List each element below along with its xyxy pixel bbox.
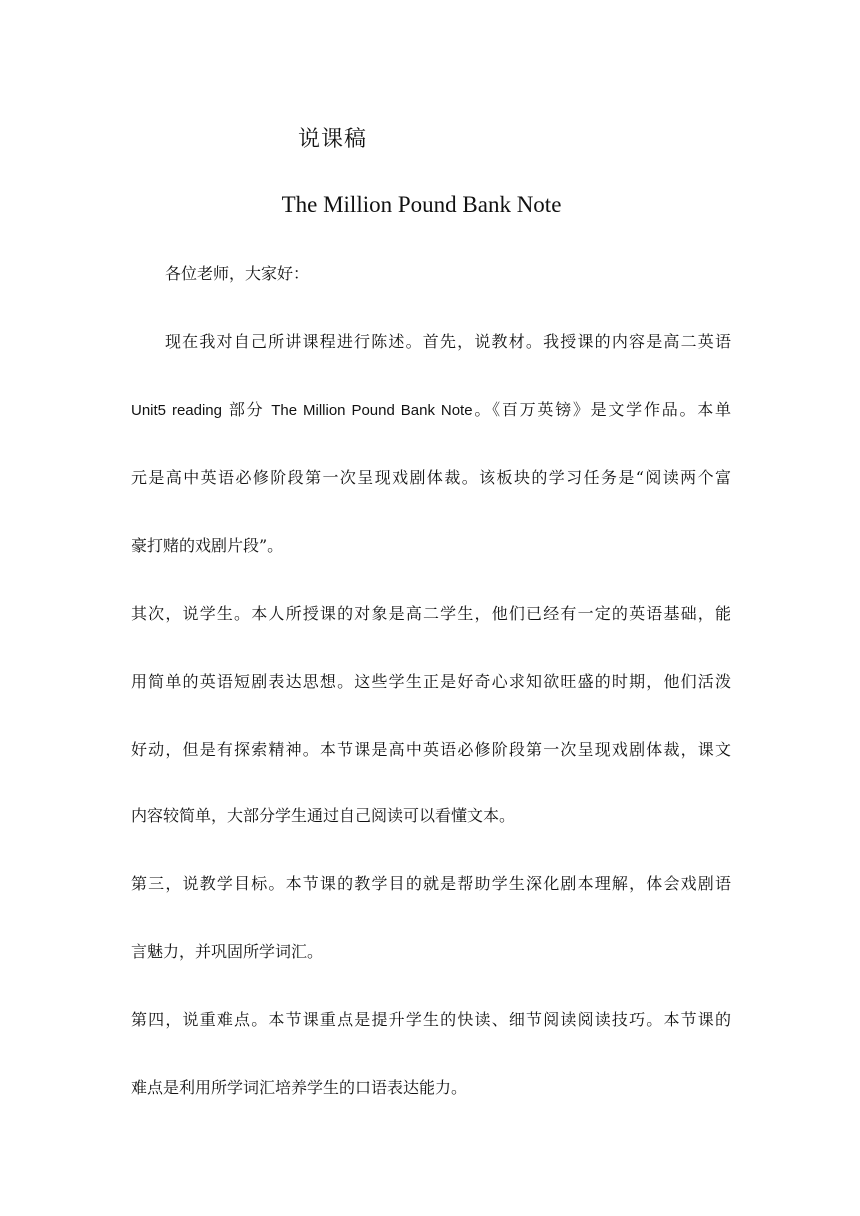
paragraph-1-line-3: 元是高中英语必修阶段第一次呈现戏剧体裁。该板块的学习任务是“阅读两个富 [131, 468, 731, 487]
paragraph-1-line-1: 现在我对自己所讲课程进行陈述。首先，说教材。我授课的内容是高二英语 [165, 332, 731, 351]
section-word-text: 部分 [222, 400, 272, 419]
paragraph-2-line-3: 好动，但是有探索精神。本节课是高中英语必修阶段第一次呈现戏剧体裁，课文 [131, 740, 731, 759]
paragraph-4-line-1: 第四，说重难点。本节课重点是提升学生的快读、细节阅读阅读技巧。本节课的 [131, 1010, 731, 1029]
paragraph-3-line-2: 言魅力，并巩固所学词汇。 [131, 942, 324, 961]
greeting-line: 各位老师，大家好： [165, 264, 310, 283]
paragraph-1-line-2-tail: 。《百万英镑》是文学作品。本单 [472, 400, 731, 419]
text-title-inline: The Million Pound Bank Note [271, 402, 473, 419]
paragraph-1-line-4: 豪打赌的戏剧片段”。 [131, 536, 284, 555]
document-title-english: The Million Pound Bank Note [281, 192, 562, 217]
paragraph-4-line-2: 难点是利用所学词汇培养学生的口语表达能力。 [131, 1078, 468, 1097]
unit-reading-text: Unit5 reading [131, 402, 222, 419]
document-title-chinese: 说课稿 [298, 127, 368, 152]
paragraph-1-line-2 [131, 400, 731, 421]
paragraph-2-line-1: 其次，说学生。本人所授课的对象是高二学生，他们已经有一定的英语基础，能 [131, 604, 731, 623]
paragraph-2-line-2: 用简单的英语短剧表达思想。这些学生正是好奇心求知欲旺盛的时期，他们活泼 [131, 672, 731, 691]
paragraph-3-line-1: 第三，说教学目标。本节课的教学目的就是帮助学生深化剧本理解，体会戏剧语 [131, 874, 731, 893]
paragraph-2-line-4: 内容较简单，大部分学生通过自己阅读可以看懂文本。 [131, 806, 516, 825]
